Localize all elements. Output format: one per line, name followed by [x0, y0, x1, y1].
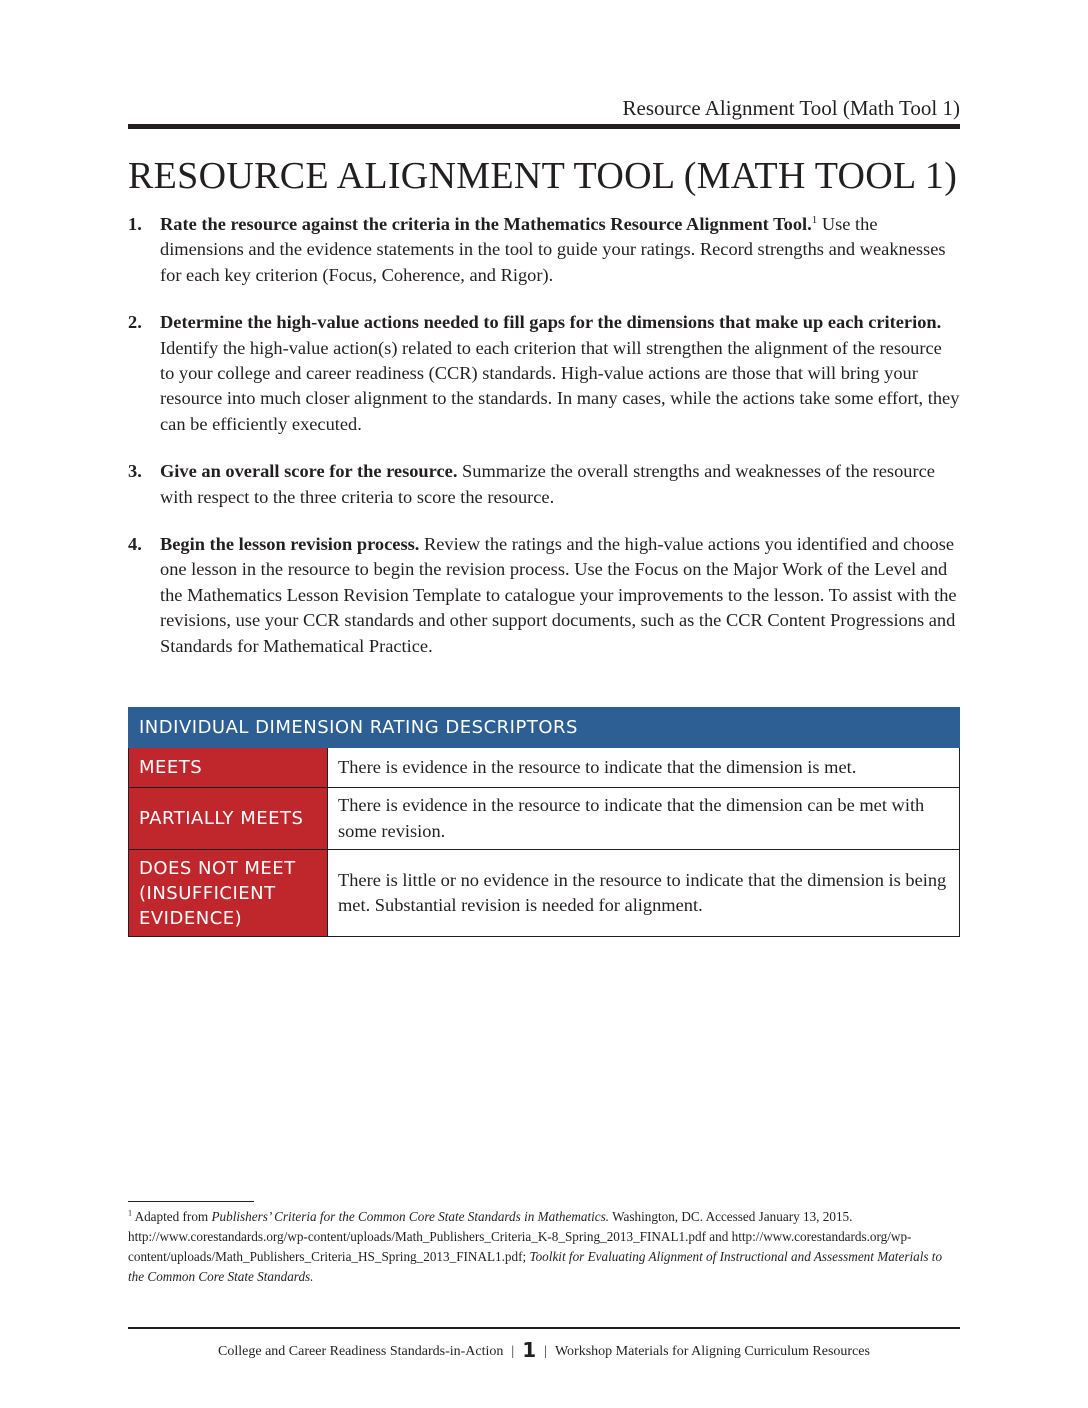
rating-level-partially-meets: PARTIALLY MEETS: [129, 788, 328, 850]
rating-level-does-not-meet: DOES NOT MEET (INSUFFICIENT EVIDENCE): [129, 850, 328, 937]
step-number: 2.: [128, 312, 142, 333]
page-title: RESOURCE ALIGNMENT TOOL (MATH TOOL 1): [128, 155, 958, 197]
footer-separator: |: [544, 1344, 547, 1359]
footnote-marker: 1: [128, 1208, 132, 1218]
rating-description: There is little or no evidence in the resource to indicate that the dimension is being met. Substantial revision is needed for alignment.: [328, 850, 960, 937]
list-item: [128, 212, 960, 288]
footnote-source-title: Publishers’ Criteria for the Common Core State Standards in Mathematics.: [211, 1209, 610, 1224]
footer-left-text: College and Career Readiness Standards-in-Action: [218, 1344, 504, 1359]
rating-level-meets: MEETS: [129, 748, 328, 788]
footer-rule: [128, 1327, 960, 1329]
footer-separator: |: [511, 1344, 515, 1359]
footnote-rule: [128, 1201, 254, 1202]
rating-description: There is evidence in the resource to indicate that the dimension is met.: [328, 748, 960, 788]
running-header: Resource Alignment Tool (Math Tool 1): [622, 96, 960, 120]
list-item: [128, 532, 960, 659]
step-body: Review the ratings and the high-value actions you identified and choose one lesson in the resource to begin the revision process. Use the Focus on the Major Work of the Level and the Mathematics Lesson Revision Template to catalogue your improvements to the lesson. To assist with the revisions, use your CCR standards and other support documents, such as the CCR Content Progressions and Standards for Mathematical Practice.: [160, 534, 957, 656]
list-item: [128, 310, 960, 437]
footnote-marker: 1: [811, 213, 818, 226]
rating-descriptors-table: [128, 707, 960, 937]
step-lead: Begin the lesson revision process.: [160, 534, 420, 555]
table-heading: INDIVIDUAL DIMENSION RATING DESCRIPTORS: [129, 708, 960, 748]
page-footer: [128, 1337, 960, 1365]
footnote-citation: Washington, DC. Accessed January 13, 2015. http://www.corestandards.org/wp-content/uploads/Math_Publishers_Criteria_K-8_Spring_2013_FINAL1.pdf and http://www.corestandards.org/wp-content/uploads/Math_Publishers_Criteria_HS_Spring_2013_FINAL1.pdf;: [128, 1209, 912, 1264]
step-lead: Give an overall score for the resource.: [160, 461, 458, 482]
table-row: [129, 788, 960, 850]
step-lead: Rate the resource against the criteria in the Mathematics Resource Alignment Tool.: [160, 214, 812, 234]
footnote-toolkit-title: Toolkit for Evaluating Alignment of Instructional and Assessment Materials to the Common Core State Standards.: [128, 1249, 943, 1284]
table-row: [129, 850, 960, 937]
instruction-list: [128, 212, 960, 681]
step-number: 1.: [128, 214, 142, 234]
step-lead: Determine the high-value actions needed to fill gaps for the dimensions that make up each criterion.: [160, 312, 942, 333]
step-body: Identify the high-value action(s) related to each criterion that will strengthen the alignment of the resource to your college and career readiness (CCR) standards. High-value actions are those that will bring your resource into much closer alignment to the standards. In many cases, while the actions take some effort, they can be efficiently executed.: [160, 337, 960, 434]
header-rule: [128, 124, 960, 129]
step-body: Summarize the overall strengths and weaknesses of the resource with respect to the three criteria to score the resource.: [160, 461, 935, 507]
footer-right-text: Workshop Materials for Aligning Curriculum Resources: [554, 1344, 870, 1359]
rating-description: There is evidence in the resource to indicate that the dimension can be met with some revision.: [328, 788, 960, 850]
step-number: 4.: [128, 534, 142, 555]
footnote: [128, 1207, 960, 1287]
table-row: [129, 748, 960, 788]
step-body: Use the dimensions and the evidence statements in the tool to guide your ratings. Record strengths and weaknesses for each key criterion (Focus, Coherence, and Rigor).: [160, 214, 946, 285]
list-item: [128, 459, 960, 510]
page-number: 1: [522, 1338, 537, 1362]
footnote-prefix: Adapted from: [132, 1209, 212, 1224]
step-number: 3.: [128, 461, 142, 482]
